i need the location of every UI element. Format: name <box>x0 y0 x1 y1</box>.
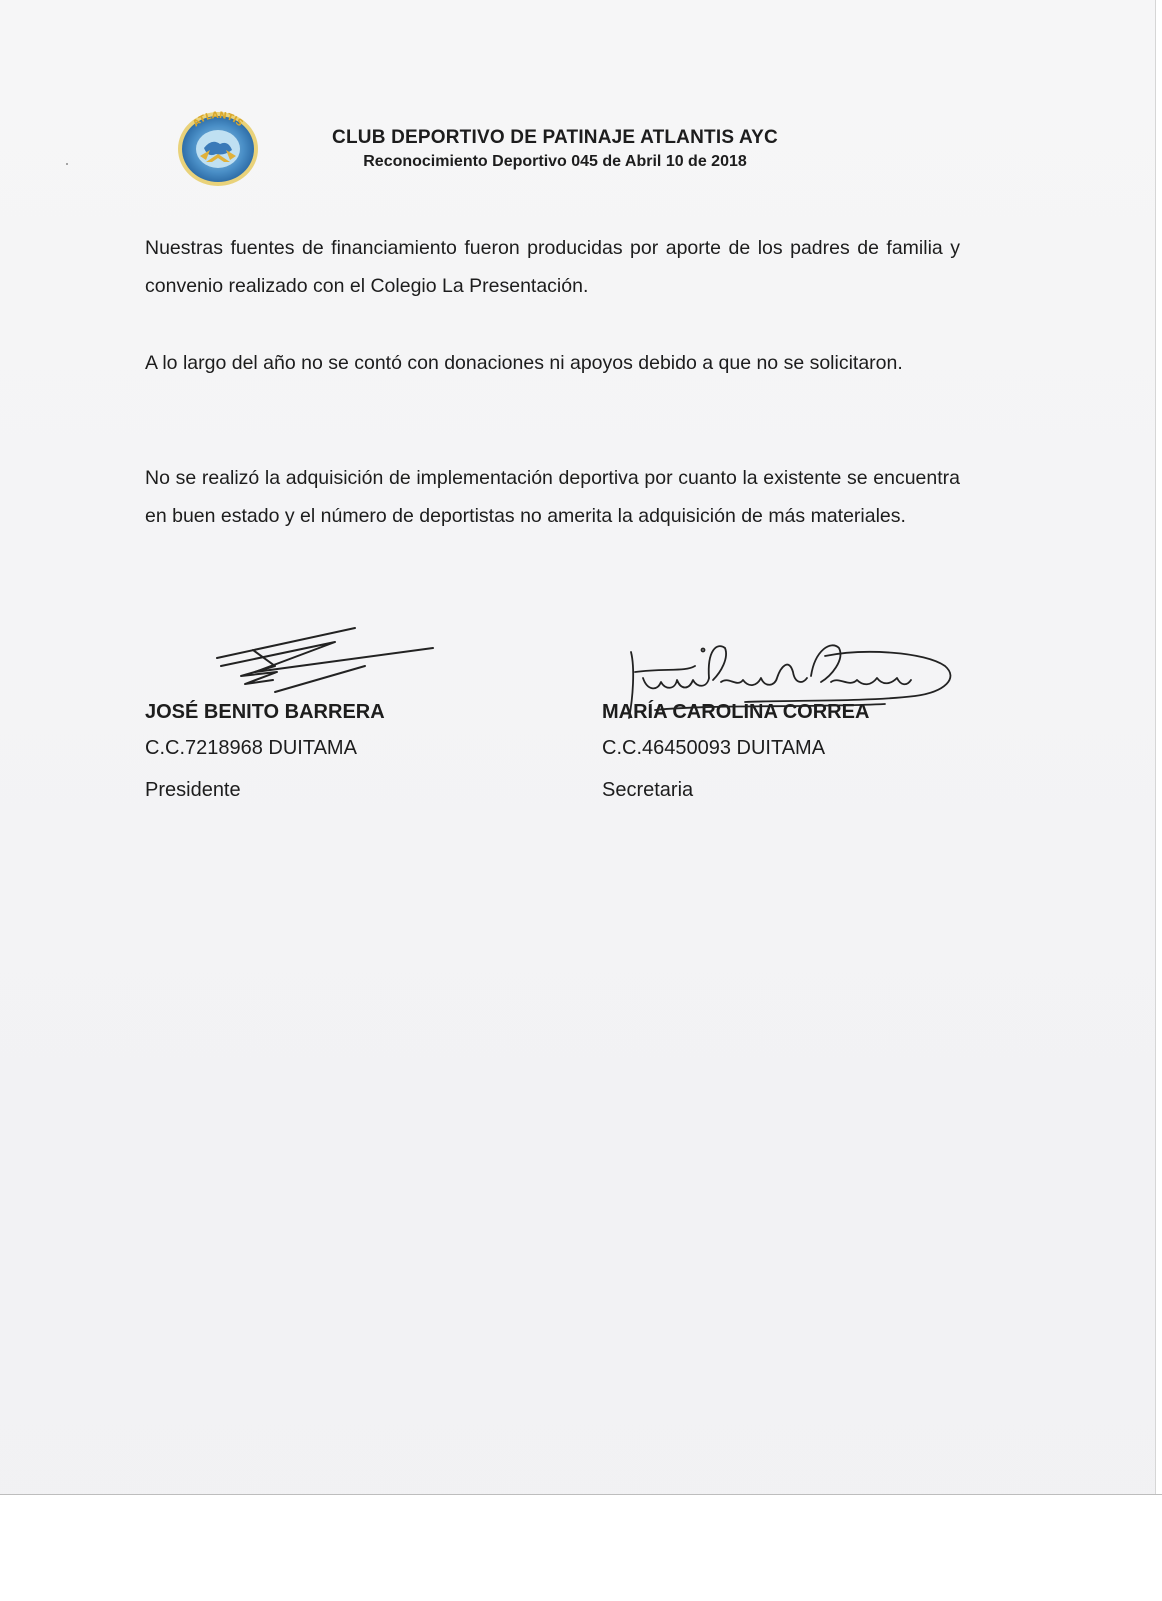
scan-speck <box>66 163 68 165</box>
secretary-name: MARÍA CAROLINA CORREA <box>602 701 870 723</box>
logo-text: ATLANTIS <box>191 110 245 130</box>
club-title: CLUB DEPORTIVO DE PATINAJE ATLANTIS AYC <box>332 127 778 148</box>
club-logo <box>176 110 260 188</box>
scan-margin-right <box>1155 0 1162 1494</box>
secretary-handwritten-signature <box>625 638 960 730</box>
recognition-subtitle: Reconocimiento Deportivo 045 de Abril 10 de 2018 <box>363 153 747 170</box>
president-id: C.C.7218968 DUITAMA <box>145 737 357 759</box>
signature-block-president <box>145 697 385 811</box>
secretary-role: Secretaria <box>602 779 694 801</box>
scan-margin-bottom <box>0 1494 1162 1601</box>
paragraph-equipment: No se realizó la adquisición de implementación deportiva por cuanto la existente se encuentra en buen estado y el número de deportistas no amerita la adquisición de más materiales. <box>145 467 960 527</box>
document-header <box>300 127 810 171</box>
president-role: Presidente <box>145 779 241 801</box>
paragraph-donations: A lo largo del año no se contó con donaciones ni apoyos debido a que no se solicitaron. <box>145 352 903 374</box>
president-handwritten-signature <box>215 620 445 700</box>
paragraph-financing: Nuestras fuentes de financiamiento fueron producidas por aporte de los padres de familia y convenio realizado con el Colegio La Presentación. <box>145 237 960 297</box>
secretary-id: C.C.46450093 DUITAMA <box>602 737 826 759</box>
president-name: JOSÉ BENITO BARRERA <box>145 701 385 723</box>
